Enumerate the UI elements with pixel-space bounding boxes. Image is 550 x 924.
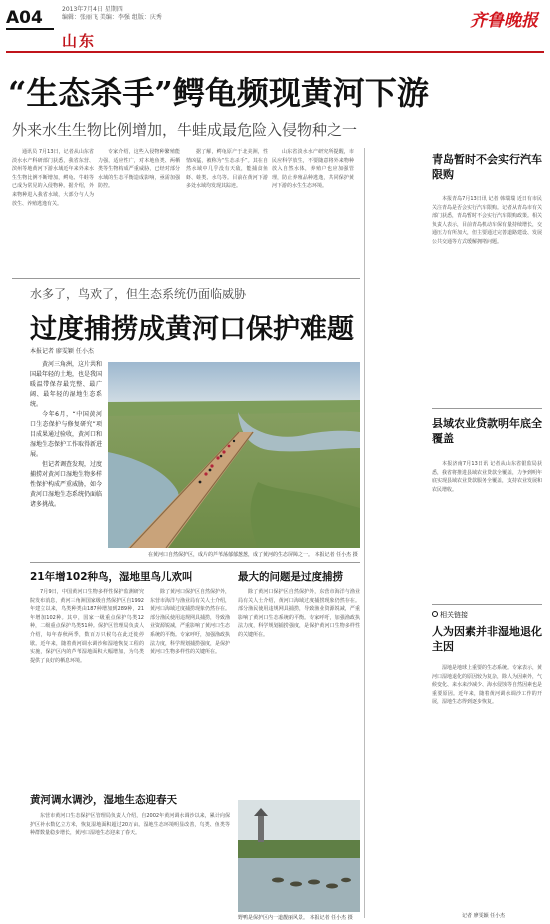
sidebar-story3-paragraph: 湿地是地球上重要的生态系统。专家表示，黄河口湿地退化的原因较为复杂，除人为因素外，气候变化、来水来沙减少、海水侵蚀等自然因素也是重要原因。近年来，随着黄河调水调沙工作的开展，湿地生态得到逐步恢复。 <box>432 665 542 706</box>
subsection-1-text-a <box>30 588 144 798</box>
subsection-1-text-b <box>150 588 230 798</box>
sidebar-story2-paragraph: 本报济南7月13日讯 记者从山东省银监局获悉，我省将推进县域农业贷款全覆盖，力争到明年底实现县域农业贷款服务全覆盖，支持农业发展和农民增收。 <box>432 461 542 493</box>
sidebar-rule-2 <box>432 604 542 605</box>
page-number-rule <box>6 28 54 30</box>
sidebar-story1-text <box>432 195 542 405</box>
main-body-col-3-text: 据了解，鳄龟原产于北美洲，性情凶猛，被称为“生态杀手”。其在自然水域中几乎没有天敌，能捕食鱼虾、蛙类、水鸟等。目前在黄河下游多处水域均发现其踪迹。 <box>186 149 268 190</box>
sidebar-divider <box>364 148 365 918</box>
lead-para-2: 今年6月，“中国黄河口生态保护与修复研究”项目成果通过验收，黄河口和湿地生态保护工作取得新进展。 <box>30 411 102 458</box>
sidebar-story2-text <box>432 460 542 600</box>
lead-para-3: 但记者调查发现，过度捕捞对黄河口湿地生物多样性保护构成严重威胁，如今黄河口湿地生态系统仍面临诸多挑战。 <box>30 461 102 508</box>
newspaper-logo: 齐鲁晚报 <box>470 11 538 31</box>
subsection-1-paragraph: 7月9日，中国黄河口生物多样性保护监测研究院发布消息，黄河三角洲国家级自然保护区自1992年建立以来，鸟类种类由187种增加到289种，21年增加102种。其中，国家一级重点保护鸟类12种，二级重点保护鸟类51种。保护区管理局负责人介绍，每年春秋两季，数百万只候鸟在此迁徙停歇。近年来，随着黄河调水调沙和湿地恢复工程的实施，保护区内的芦苇湿地面积大幅增加，为鸟类提供了良好的栖息环境。 <box>30 589 144 664</box>
sidebar-story2-title: 县域农业贷款明年底全覆盖 <box>432 417 542 445</box>
main-body-col-2-text: 专家介绍，这些入侵物种繁殖能力强，适应性广，对本地鱼类、两栖类等生物构成严重威胁，已经对部分水域的生态平衡造成影响，亟需加强防控。 <box>98 149 180 190</box>
date-line-1: 2013年7月4日 星期四 <box>62 6 123 13</box>
sidebar-story1-paragraph: 本报青岛7月13日讯 记者 韩瑞瑞 近日有市民关注青岛是否会实行汽车限购。记者从青岛市有关部门获悉，青岛暂时不会实行汽车限购政策。相关负责人表示，目前青岛机动车保有量持续增长，交通压力有所加大，但主要通过完善道路建设、发展公共交通等方式缓解拥堵问题。 <box>432 196 542 245</box>
subsection-3-title: 黄河调水调沙，湿地生态迎春天 <box>30 794 177 806</box>
wetland-photo <box>108 362 360 548</box>
related-links-label <box>432 610 468 620</box>
section-name: 山东 <box>62 32 97 50</box>
sidebar-rule-1 <box>432 408 542 409</box>
related-label-text: 相关链接 <box>440 611 468 619</box>
wetland-photo-art <box>108 362 360 548</box>
wetland-photo-caption: 在黄河口自然保护区，成片的芦苇荡郁郁葱葱，成了黄河的生态屏障之一。 本报记者 任小杰 摄 <box>148 552 358 558</box>
section-rule-1 <box>12 278 360 279</box>
main-body-col-3 <box>186 148 268 273</box>
masthead <box>0 0 550 52</box>
sidebar-story3-title: 人为因素并非湿地退化主因 <box>432 625 542 653</box>
lead-para-1: 黄河三角洲，这片共和国最年轻的土地，也是我国暖温带保存最完整、最广阔、最年轻的湿地生态系统。 <box>30 361 102 408</box>
subsection-3-text <box>30 812 230 920</box>
second-lead-text <box>30 360 102 540</box>
subsection-2-title: 最大的问题是过度捕捞 <box>238 571 343 583</box>
main-body-col-1 <box>12 148 94 273</box>
subsection-2-paragraph: 除了黄河口保护区自然保护外，东营市海洋与渔业局有关人士介绍，黄河口海域过度捕捞现象仍然存在。部分渔民使用违规网具捕捞，导致渔业资源锐减，严重影响了黄河口生态系统的平衡。专家呼吁，加强渔政执法力度，科学规划捕捞强度，是保护黄河口生物多样性的关键所在。 <box>238 589 360 638</box>
sidebar-story3-text <box>432 664 542 908</box>
ducks-photo <box>238 800 360 912</box>
subsection-1-paragraph-b: 除了黄河口保护区自然保护外，东营市海洋与渔业局有关人士介绍，黄河口海域过度捕捞现象仍然存在。部分渔民使用违规网具捕捞，导致渔业资源锐减，严重影响了黄河口生态系统的平衡。专家呼吁，加强渔政执法力度，科学规划捕捞强度，是保护黄河口生物多样性的关键所在。 <box>150 589 230 656</box>
second-headline: 过度捕捞成黄河口保护难题 <box>30 314 354 345</box>
section-rule-2 <box>30 562 360 563</box>
sidebar-reporter: 记者 廖雯颖 任小杰 <box>462 913 506 919</box>
ducks-photo-art <box>238 800 360 912</box>
masthead-rule <box>6 51 544 53</box>
sidebar-story1-title: 青岛暂时不会实行汽车限购 <box>432 153 542 181</box>
subsection-2-text <box>238 588 360 798</box>
main-body-col-1-text: 通讯员 7月13日，记者从山东省淡水水产科研部门获悉，我省东营、滨州等地黄河下游水域近年来外来水生生物比例不断增加，鳄龟、牛蛙等已成为常见的入侵物种。据介绍，外来物种进入我省水域，大部分与人为放生、养殖逃逸有关。 <box>12 149 94 207</box>
second-kicker: 水多了，鸟欢了，但生态系统仍面临威胁 <box>30 287 247 301</box>
main-body-col-4 <box>272 148 354 273</box>
related-icon <box>432 611 438 617</box>
subsection-3-paragraph: 东营市黄河口生态保护区管理局负责人介绍，自2002年黄河调水调沙以来，累计向保护区补水数亿立方米，恢复湿地面积超过20万亩。湿地生态环境明显改善，鸟类、鱼类等种群数量稳步增长，黄河口湿地生态迎来了春天。 <box>30 813 230 837</box>
main-body-col-2 <box>98 148 180 273</box>
second-byline: 本报记者 廖雯颖 任小杰 <box>30 348 94 355</box>
date-line <box>62 6 162 22</box>
date-line-2: 编辑：张丽飞 美编：李强 组版：庆秀 <box>62 14 162 21</box>
main-body-col-4-text: 山东省淡水水产研究所提醒，市民应科学放生，不要随意将外来物种放入自然水体，养殖户也应加强管理，防止养殖品种逃逸，共同保护黄河下游的水生生态环境。 <box>272 149 354 190</box>
main-subhead: 外来水生生物比例增加，牛蛙成最危险入侵物种之一 <box>12 121 358 139</box>
main-headline: “生态杀手”鳄龟频现黄河下游 <box>8 74 429 112</box>
subsection-1-title: 21年增102种鸟，湿地里鸟儿欢叫 <box>30 571 193 583</box>
page-number: A04 <box>6 8 43 28</box>
ducks-photo-caption: 野鸭是保护区内一道靓丽风景。 本报记者 任小杰 摄 <box>238 915 353 921</box>
